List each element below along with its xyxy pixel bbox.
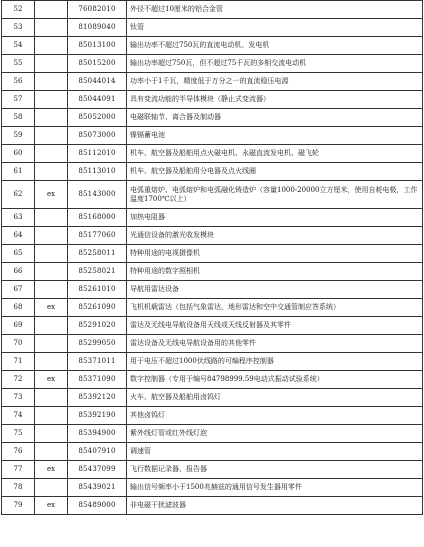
hs-code-cell: 85143000 [68,181,127,209]
description-cell: 镍镉蓄电池 [127,127,423,145]
ex-marker-cell [35,353,68,371]
table-row [2,19,423,37]
description-cell: 钛管 [127,19,423,37]
hs-code-cell: 85437099 [68,461,127,479]
description-cell: 输出信号频率小于1500兆赫兹的通用信号发生器用零件 [127,479,423,497]
description-cell: 光通信设备的激光收发模块 [127,227,423,245]
hs-code-cell: 85177060 [68,227,127,245]
table-body [2,1,423,515]
ex-marker-cell [35,425,68,443]
row-number-cell: 66 [2,263,35,281]
description-cell: 机车、航空器及船舶用分电器及点火线圈 [127,163,423,181]
row-number-cell: 74 [2,407,35,425]
description-cell: 调速管 [127,443,423,461]
description-cell: 输出功率不超过750瓦的直流电动机、发电机 [127,37,423,55]
row-number-cell: 60 [2,145,35,163]
ex-marker-cell [35,407,68,425]
row-number-cell: 63 [2,209,35,227]
row-number-cell: 56 [2,73,35,91]
ex-marker-cell [35,245,68,263]
table-row [2,425,423,443]
description-cell: 用于电压不超过1000伏线路的可编程序控制器 [127,353,423,371]
ex-marker-cell [35,479,68,497]
table-row [2,479,423,497]
customs-table-container [1,0,423,515]
row-number-cell: 76 [2,443,35,461]
ex-marker-cell [35,443,68,461]
hs-code-cell: 81089040 [68,19,127,37]
description-cell: 飞行数据记录器、报告器 [127,461,423,479]
hs-code-cell: 85044014 [68,73,127,91]
row-number-cell: 75 [2,425,35,443]
table-row [2,407,423,425]
table-row [2,497,423,515]
hs-code-cell: 85392120 [68,389,127,407]
hs-code-cell: 85112010 [68,145,127,163]
row-number-cell: 73 [2,389,35,407]
table-row [2,109,423,127]
ex-marker-cell [35,145,68,163]
row-number-cell: 61 [2,163,35,181]
row-number-cell: 67 [2,281,35,299]
hs-code-cell: 85013100 [68,37,127,55]
hs-code-cell: 85113010 [68,163,127,181]
ex-marker-cell [35,163,68,181]
hs-code-cell: 85261090 [68,299,127,317]
row-number-cell: 55 [2,55,35,73]
description-cell: 特种用途的电视摄像机 [127,245,423,263]
description-cell: 雷达设备及无线电导航设备用的其他零件 [127,335,423,353]
ex-marker-cell [35,73,68,91]
ex-marker-cell [35,335,68,353]
hs-code-cell: 85168000 [68,209,127,227]
ex-marker-cell: ex [35,299,68,317]
hs-code-cell: 85489000 [68,497,127,515]
ex-marker-cell [35,1,68,19]
hs-code-cell: 85407910 [68,443,127,461]
row-number-cell: 72 [2,371,35,389]
hs-code-cell: 85073000 [68,127,127,145]
ex-marker-cell [35,19,68,37]
description-cell: 紫外线灯管或红外线灯泡 [127,425,423,443]
table-row [2,317,423,335]
description-cell: 输出功率超过750瓦，但不超过75千瓦的多相交流电动机 [127,55,423,73]
description-cell: 机车、航空器及船舶用点火磁电机、永磁直流发电机、磁飞轮 [127,145,423,163]
row-number-cell: 64 [2,227,35,245]
table-row [2,55,423,73]
hs-code-cell: 85258011 [68,245,127,263]
description-cell: 其他卤钨灯 [127,407,423,425]
description-cell: 功率小于1千瓦，精度低于万分之一的直流稳压电源 [127,73,423,91]
row-number-cell: 71 [2,353,35,371]
row-number-cell: 70 [2,335,35,353]
hs-code-cell: 85044091 [68,91,127,109]
table-row [2,389,423,407]
hs-code-cell: 85371011 [68,353,127,371]
description-cell: 飞机机载雷达（包括气象雷达，地形雷达和空中交通管制应答系统） [127,299,423,317]
table-row [2,353,423,371]
table-row [2,227,423,245]
row-number-cell: 59 [2,127,35,145]
ex-marker-cell [35,127,68,145]
table-row [2,281,423,299]
ex-marker-cell [35,55,68,73]
description-cell: 特种用途的数字照相机 [127,263,423,281]
hs-code-cell: 85299050 [68,335,127,353]
row-number-cell: 54 [2,37,35,55]
description-cell: 雷达及无线电导航设备用天线或天线反射器及其零件 [127,317,423,335]
table-row [2,461,423,479]
row-number-cell: 68 [2,299,35,317]
ex-marker-cell: ex [35,181,68,209]
description-cell: 火车、航空器及船舶用卤钨灯 [127,389,423,407]
hs-code-cell: 85439021 [68,479,127,497]
hs-code-cell: 85052000 [68,109,127,127]
ex-marker-cell [35,281,68,299]
hs-code-cell: 85392190 [68,407,127,425]
hs-code-cell: 85258021 [68,263,127,281]
table-row [2,181,423,209]
description-cell: 导航用雷达设备 [127,281,423,299]
table-row [2,127,423,145]
ex-marker-cell [35,317,68,335]
description-cell: 具有变流功能的半导体模块（静止式变流器） [127,91,423,109]
row-number-cell: 52 [2,1,35,19]
ex-marker-cell [35,389,68,407]
ex-marker-cell [35,91,68,109]
table-row [2,335,423,353]
ex-marker-cell [35,227,68,245]
ex-marker-cell: ex [35,497,68,515]
hs-code-cell: 85371090 [68,371,127,389]
table-row [2,263,423,281]
table-row [2,209,423,227]
ex-marker-cell: ex [35,371,68,389]
table-row [2,371,423,389]
ex-marker-cell: ex [35,461,68,479]
description-cell: 电磁联轴节、离合器及制动器 [127,109,423,127]
ex-marker-cell [35,109,68,127]
table-row [2,145,423,163]
row-number-cell: 69 [2,317,35,335]
description-cell: 非电磁干扰滤波器 [127,497,423,515]
table-row [2,299,423,317]
hs-code-cell: 85291020 [68,317,127,335]
table-row [2,163,423,181]
hs-code-cell: 76082010 [68,1,127,19]
row-number-cell: 62 [2,181,35,209]
table-row [2,73,423,91]
row-number-cell: 57 [2,91,35,109]
ex-marker-cell [35,37,68,55]
description-cell: 加热电阻器 [127,209,423,227]
row-number-cell: 65 [2,245,35,263]
row-number-cell: 77 [2,461,35,479]
table-row [2,1,423,19]
row-number-cell: 58 [2,109,35,127]
table-row [2,443,423,461]
tariff-code-table [1,0,423,515]
hs-code-cell: 85394900 [68,425,127,443]
ex-marker-cell [35,209,68,227]
row-number-cell: 78 [2,479,35,497]
description-cell: 数字控制器（专用于编号84798999.59电动式振动试验系统） [127,371,423,389]
hs-code-cell: 85261010 [68,281,127,299]
table-row [2,245,423,263]
row-number-cell: 79 [2,497,35,515]
row-number-cell: 53 [2,19,35,37]
ex-marker-cell [35,263,68,281]
table-row [2,37,423,55]
table-row [2,91,423,109]
description-cell: 外径不超过10厘米的铝合金管 [127,1,423,19]
description-cell: 电弧重熔炉、电弧熔炉和电弧融化铸造炉（容量1000-20000立方厘米，使用自耗电极，工作温度1700℃以上） [127,181,423,209]
hs-code-cell: 85015200 [68,55,127,73]
